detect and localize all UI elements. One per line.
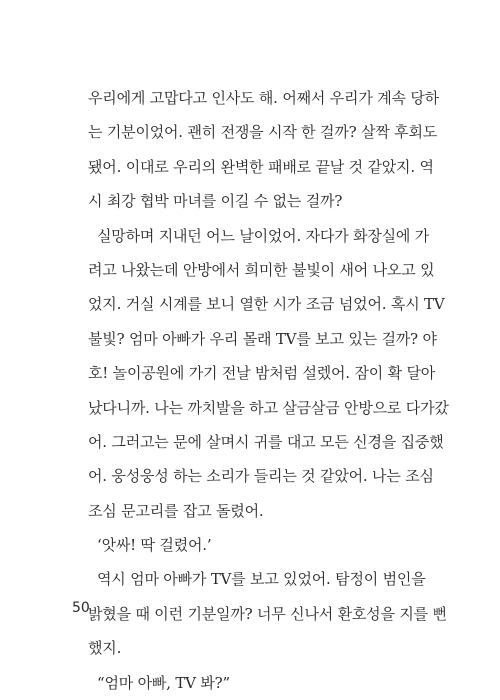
page-number: 50 <box>72 600 90 616</box>
paragraph-start-line: 역시 엄마 아빠가 TV를 보고 있었어. 탐정이 범인을 <box>97 570 426 589</box>
text-line: 됐어. 이대로 우리의 완벽한 패배로 끝날 것 같았지. 역 <box>88 157 434 176</box>
text-line: 밝혔을 때 이런 기분일까? 너무 신나서 환호성을 지를 뻔 <box>88 604 447 623</box>
text-line: 려고 나왔는데 안방에서 희미한 불빛이 새어 나오고 있 <box>88 260 435 279</box>
text-line: 어. 그러고는 문에 살며시 귀를 대고 모든 신경을 집중했 <box>88 432 444 451</box>
text-line: 어. 웅성웅성 하는 소리가 들리는 것 같았어. 나는 조심 <box>88 467 434 486</box>
text-line: 했지. <box>88 639 122 658</box>
text-line: 조심 문고리를 잡고 돌렸어. <box>88 501 264 520</box>
text-line: 불빛? 엄마 아빠가 우리 몰래 TV를 보고 있는 걸까? 야 <box>88 329 437 348</box>
inner-thought-line: ‘앗싸! 딱 걸렸어.’ <box>97 536 212 555</box>
text-line: 시 최강 협박 마녀를 이길 수 없는 걸까? <box>88 192 343 211</box>
text-line: 났다니까. 나는 까치발을 하고 살금살금 안방으로 다가갔 <box>88 398 449 417</box>
dialogue-line: “엄마 아빠, TV 봐?” <box>97 673 230 692</box>
text-line: 호! 놀이공원에 가기 전날 밤처럼 설렜어. 잠이 확 달아 <box>88 364 436 383</box>
paragraph-start-line: 실망하며 지내던 어느 날이었어. 자다가 화장실에 가 <box>97 226 430 245</box>
body-text <box>88 81 449 700</box>
text-line: 우리에게 고맙다고 인사도 해. 어째서 우리가 계속 당하 <box>88 89 439 107</box>
text-line: 는 기분이었어. 괜히 전쟁을 시작 한 걸까? 살짝 후회도 <box>88 123 438 142</box>
text-line: 었지. 거실 시계를 보니 열한 시가 조금 넘었어. 혹시 TV <box>88 295 445 314</box>
